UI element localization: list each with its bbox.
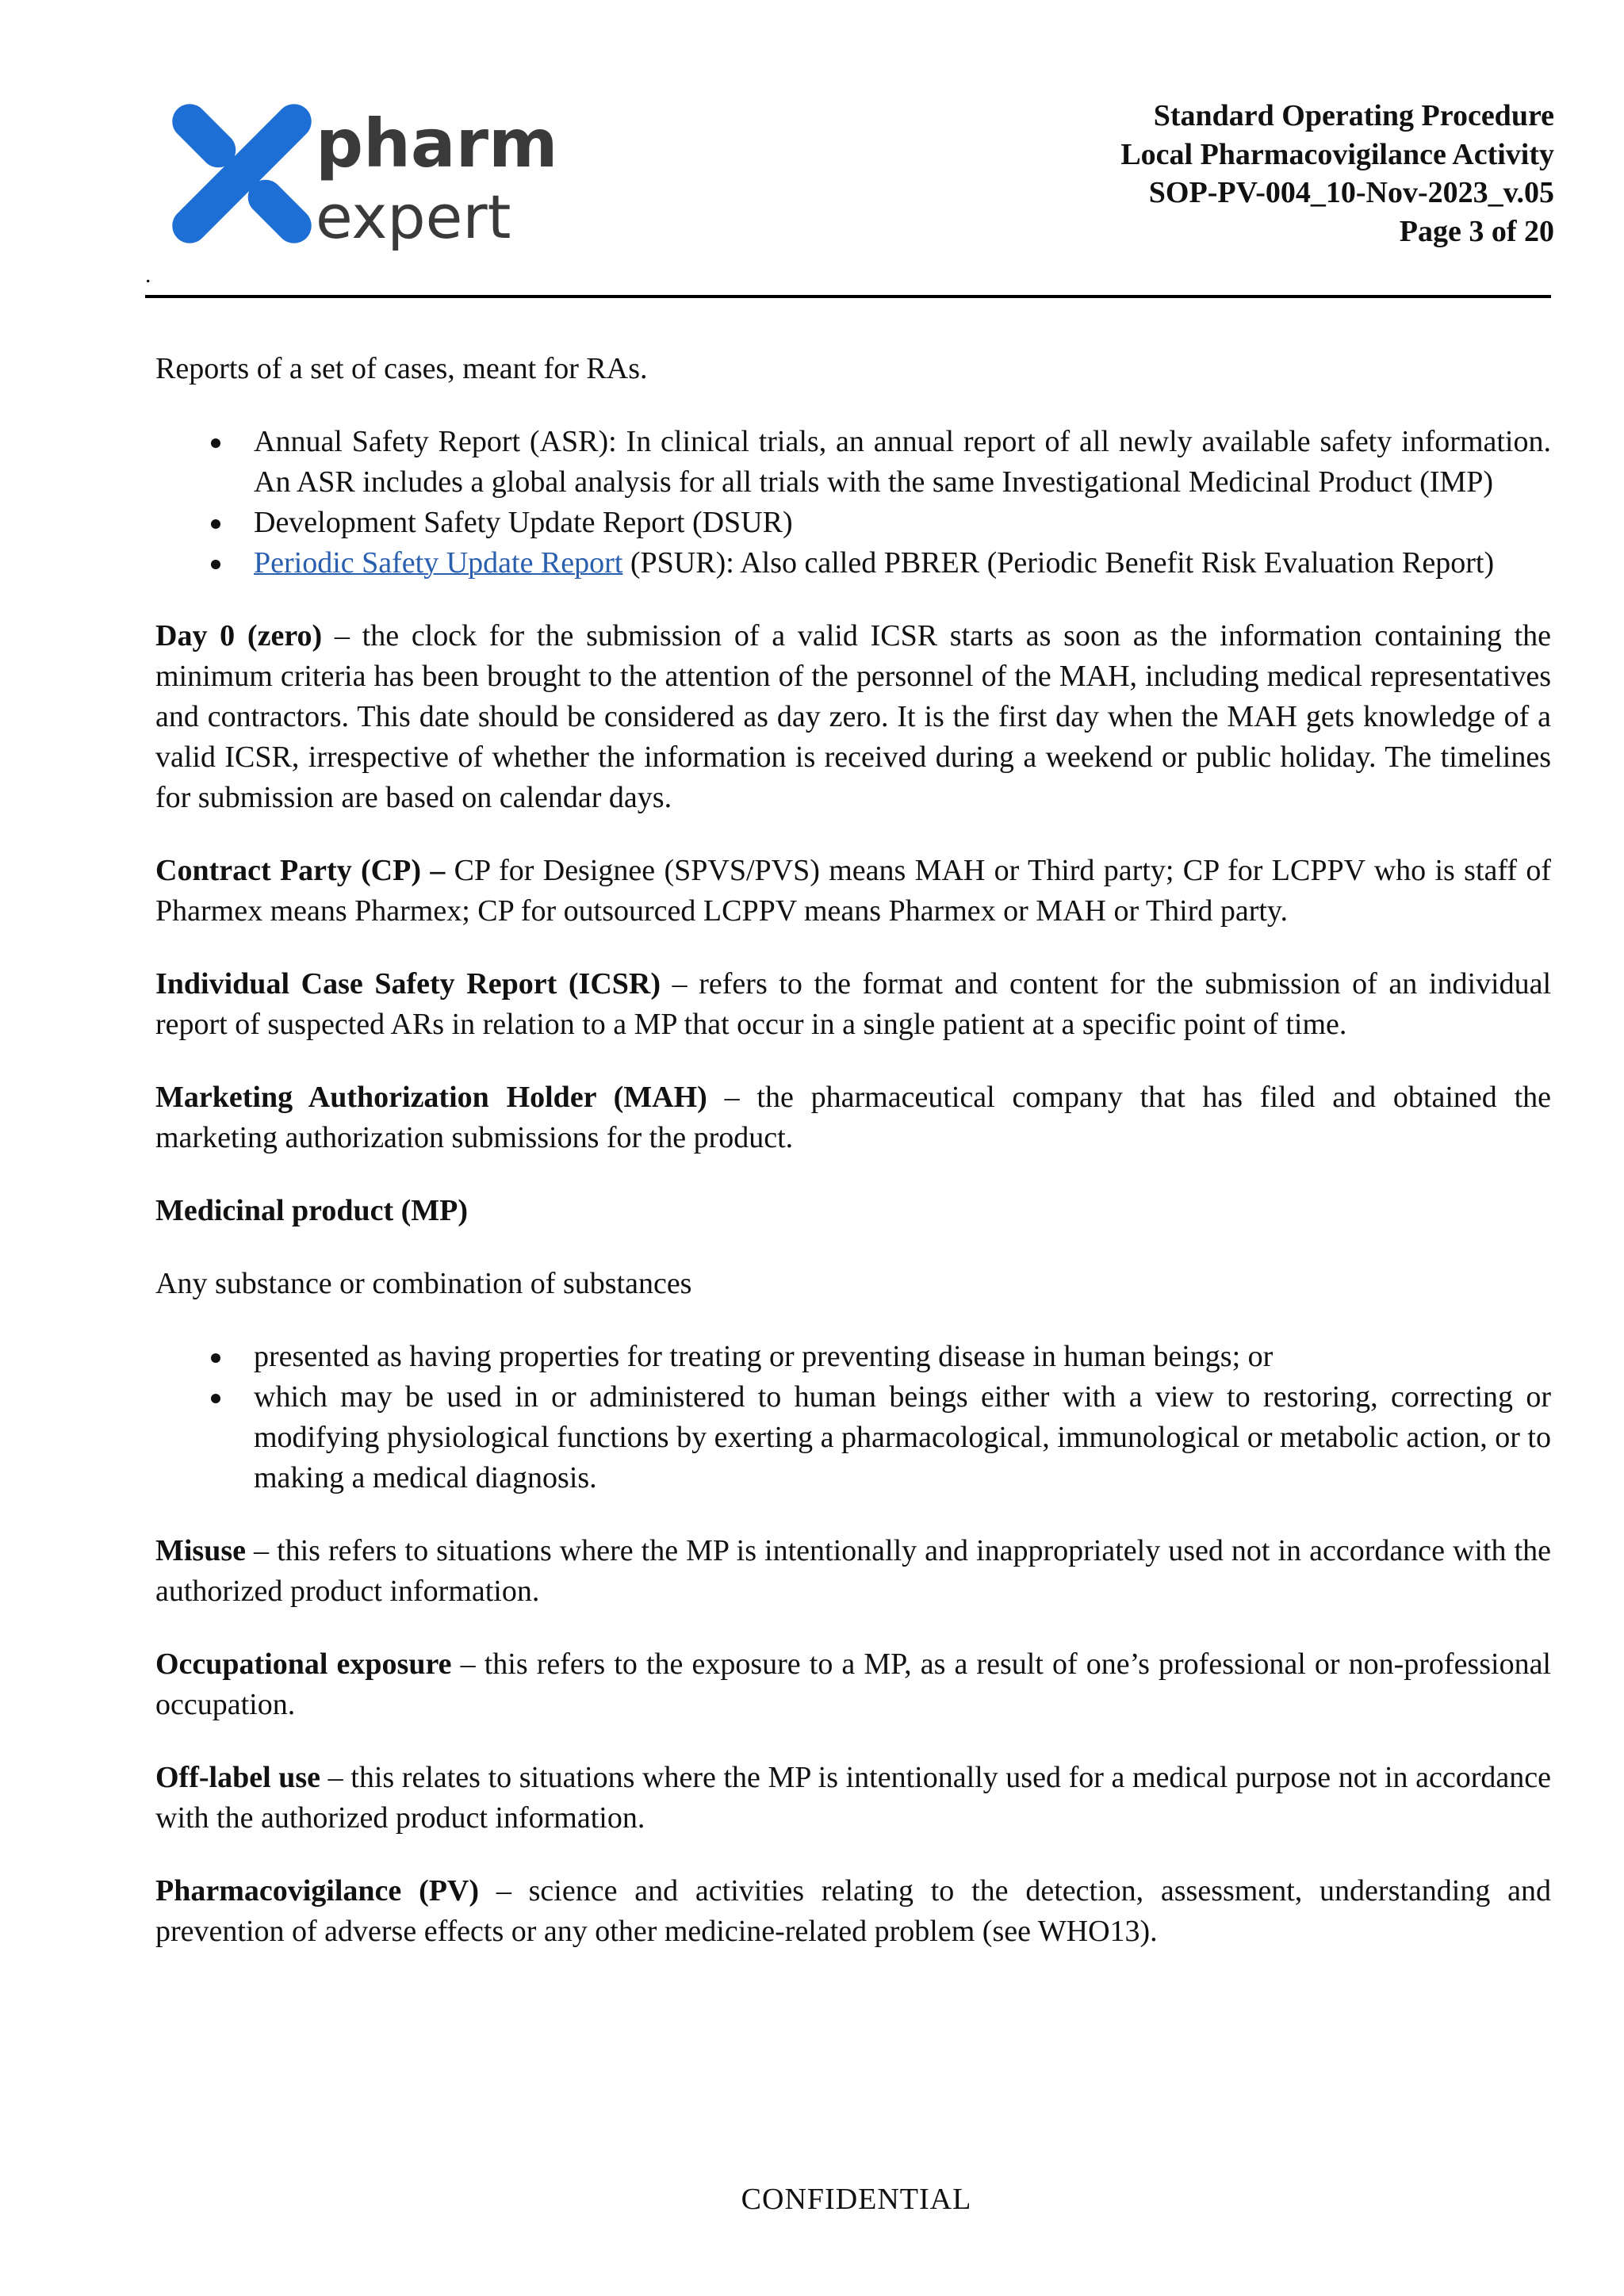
reports-intro: Reports of a set of cases, meant for RAs. (155, 352, 648, 385)
medicinal-product-list (155, 1337, 1551, 1498)
definition-occupational-exposure: Occupational exposure – this refers to the exposure to a MP, as a result of one’s professional or non-professional occupation. (155, 1647, 1551, 1721)
header-divider (145, 295, 1551, 298)
header-dot: . (145, 262, 151, 288)
medicinal-product-intro: Any substance or combination of substances (155, 1267, 692, 1300)
list-item-asr: Annual Safety Report (ASR): In clinical trials, an annual report of all newly available safety information. An ASR includes a global analysis for all trials with the same Investigational Medicinal Product (IMP) (155, 422, 1551, 503)
definition-day0: Day 0 (zero) – the clock for the submission of a valid ICSR starts as soon as the information containing the minimum criteria has been brought to the attention of the personnel of the MAH, including medical representatives and contractors. This date should be considered as day zero. It is the first day when the MAH gets knowledge of a valid ICSR, irrespective of whether the information is received during a weekend or public holiday. The timelines for submission are based on calendar days. (155, 619, 1551, 814)
page-number: Page 3 of 20 (1399, 214, 1554, 248)
definition-contract-party: Contract Party (CP) – CP for Designee (SPVS/PVS) means MAH or Third party; CP for LCPPV who is staff of Pharmex means Pharmex; CP for outsourced LCPPV means Pharmex or MAH or Third party. (155, 854, 1552, 928)
logo-word-expert: expert (316, 182, 511, 252)
psur-link[interactable]: Periodic Safety Update Report (254, 546, 623, 580)
definition-misuse: Misuse – this refers to situations where the MP is intentionally and inappropriately used not in accordance with the authorized product information. (155, 1534, 1551, 1608)
list-item: which may be used in or administered to human beings either with a view to restoring, correcting or modifying physiological functions by exerting a pharmacological, immunological or metabolic action, or to making a medical diagnosis. (155, 1377, 1551, 1498)
bullet-icon (211, 519, 220, 529)
bullet-icon (211, 560, 220, 569)
term-icsr: Individual Case Safety Report (ICSR) (155, 967, 661, 1001)
logo-x-mark (165, 97, 319, 251)
definition-off-label-use: Off-label use – this relates to situations where the MP is intentionally used for a medical purpose not in accordance with the authorized product information. (155, 1761, 1551, 1835)
heading-medicinal-product: Medicinal product (MP) (155, 1194, 469, 1227)
reports-list (155, 422, 1551, 584)
term-off-label-use: Off-label use (155, 1761, 321, 1794)
footer-confidential: CONFIDENTIAL (741, 2183, 972, 2216)
term-mah: Marketing Authorization Holder (MAH) (155, 1081, 707, 1114)
definition-icsr: Individual Case Safety Report (ICSR) – refers to the format and content for the submission of an individual report of suspected ARs in relation to a MP that occur in a single patient at a specific point of time. (155, 967, 1552, 1041)
term-misuse: Misuse (155, 1534, 246, 1567)
bullet-icon (211, 438, 220, 448)
term-pharmacovigilance: Pharmacovigilance (PV) (155, 1874, 480, 1908)
list-item-psur: Periodic Safety Update Report (PSUR): Also called PBRER (Periodic Benefit Risk Evaluation Report) (155, 543, 1551, 584)
definition-mah: Marketing Authorization Holder (MAH) – the pharmaceutical company that has filed and obtained the marketing authorization submissions for the product. (155, 1081, 1551, 1154)
logo-word-pharm: pharm (316, 105, 558, 182)
document-header-meta (1120, 97, 1554, 251)
list-item: presented as having properties for treating or preventing disease in human beings; or (155, 1337, 1551, 1377)
doc-title: Local Pharmacovigilance Activity (1120, 137, 1554, 171)
list-item-dsur: Development Safety Update Report (DSUR) (155, 503, 1551, 543)
bullet-icon (211, 1394, 220, 1403)
doc-id: SOP-PV-004_10-Nov-2023_v.05 (1148, 176, 1554, 209)
term-contract-party: Contract Party (CP) – (155, 854, 446, 887)
document-body (155, 349, 1551, 1984)
term-day0: Day 0 (zero) (155, 619, 323, 652)
term-occupational-exposure: Occupational exposure (155, 1647, 452, 1681)
definition-pharmacovigilance: Pharmacovigilance (PV) – science and activities relating to the detection, assessment, understanding and prevention of adverse effects or any other medicine-related problem (see WHO13). (155, 1874, 1552, 1948)
doc-type: Standard Operating Procedure (1153, 99, 1554, 132)
pharmexpert-logo (149, 89, 565, 259)
bullet-icon (211, 1353, 220, 1363)
